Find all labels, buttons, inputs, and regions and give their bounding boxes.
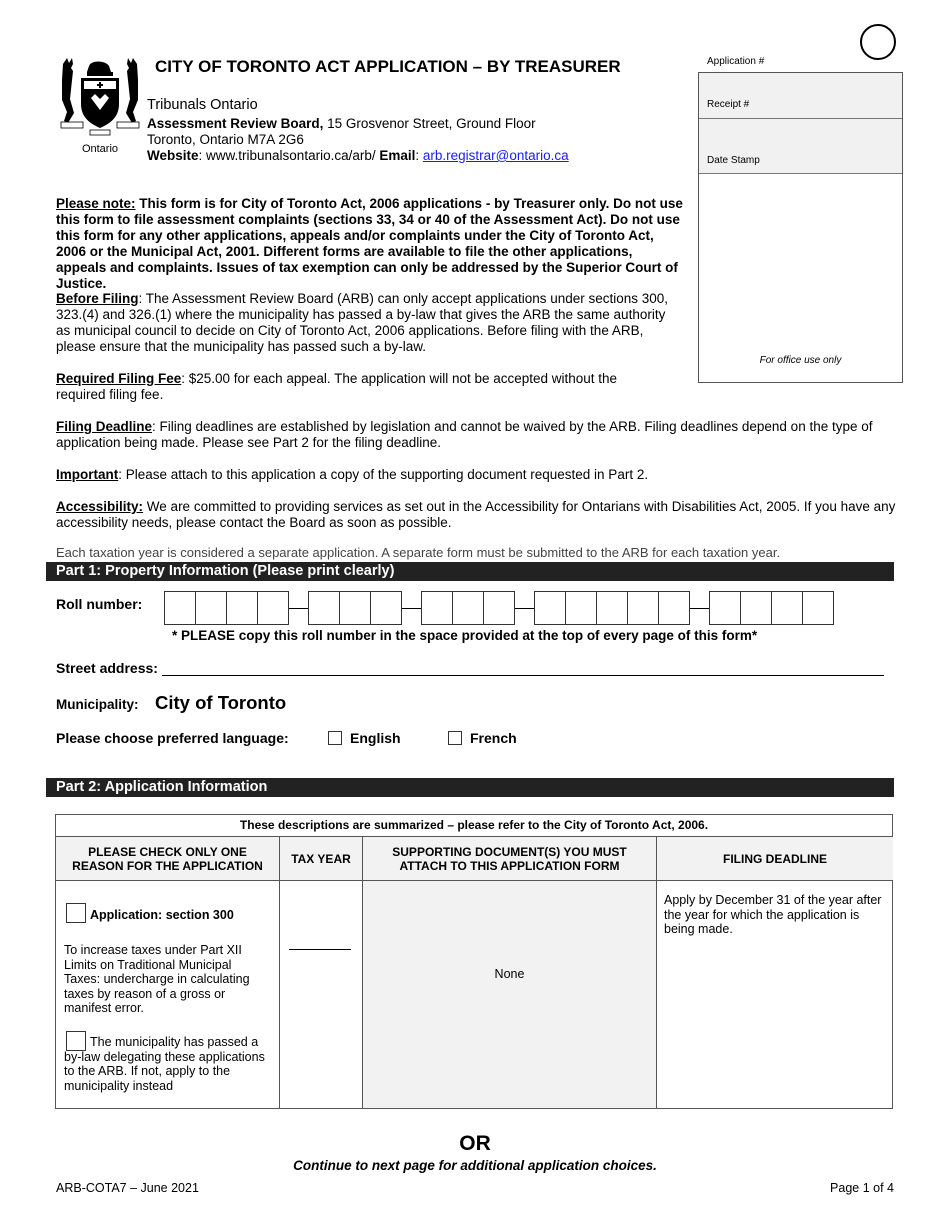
- table-caption: These descriptions are summarized – please refer to the City of Toronto Act, 2006.: [56, 815, 892, 837]
- filing-fee-lead: Required Filing Fee: [56, 371, 182, 386]
- date-stamp-field: [699, 119, 902, 174]
- application-table: [55, 814, 893, 1109]
- email-link[interactable]: arb.registrar@ontario.ca: [422, 148, 569, 163]
- roll-separator: [515, 608, 534, 609]
- city-line: Toronto, Ontario M7A 2G6: [147, 132, 304, 147]
- french-checkbox[interactable]: [448, 731, 462, 745]
- continue-note: Continue to next page for additional application choices.: [293, 1158, 657, 1173]
- roll-digit-box[interactable]: [421, 591, 452, 625]
- roll-digit-box[interactable]: [452, 591, 483, 625]
- roll-digit-box[interactable]: [709, 591, 740, 625]
- application-number-label: Application #: [707, 56, 765, 67]
- french-label: French: [470, 730, 517, 746]
- form-code: ARB-COTA7 – June 2021: [56, 1181, 199, 1195]
- section-300-checkbox[interactable]: [66, 903, 86, 923]
- bylaw-statement: The municipality has passed a by-law delegating these applications to the ARB. If not, apply to the municipality instead: [64, 1035, 265, 1093]
- roll-digit-box[interactable]: [370, 591, 401, 625]
- roll-digit-box[interactable]: [596, 591, 627, 625]
- receipt-field: [699, 73, 902, 119]
- column-header-documents: SUPPORTING DOCUMENT(S) YOU MUST ATTACH TO THIS APPLICATION FORM: [363, 837, 656, 881]
- roll-digit-box[interactable]: [627, 591, 658, 625]
- website-value: : www.tribunalsontario.ca/arb/: [198, 148, 380, 163]
- tax-year-input[interactable]: [289, 949, 351, 950]
- accessibility-lead: Accessibility:: [56, 499, 144, 514]
- column-divider: [279, 837, 280, 1108]
- roll-digit-box[interactable]: [308, 591, 339, 625]
- filing-fee-paragraph: [56, 371, 656, 403]
- language-label: Please choose preferred language:: [56, 730, 289, 746]
- section-300-label: Application: section 300: [90, 908, 234, 922]
- roll-group-4[interactable]: [534, 591, 690, 625]
- important-paragraph: [56, 467, 901, 483]
- before-filing-paragraph: [56, 291, 676, 355]
- ontario-coat-of-arms-logo: [57, 56, 143, 156]
- roll-digit-box[interactable]: [771, 591, 802, 625]
- before-filing-lead: Before Filing: [56, 291, 139, 306]
- email-separator: :: [415, 148, 423, 163]
- please-note-paragraph: [56, 196, 686, 292]
- circle-marker: [860, 24, 896, 60]
- documents-value: None: [494, 967, 525, 981]
- section-300-description: To increase taxes under Part XII Limits on Traditional Municipal Taxes: undercharge in calculating taxes by reason of a gross or manifest error.: [64, 943, 250, 1015]
- english-label: English: [350, 730, 401, 746]
- website-label: Website: [147, 148, 199, 163]
- municipality-label: Municipality:: [56, 697, 139, 712]
- roll-digit-box[interactable]: [226, 591, 257, 625]
- contact-line: [147, 148, 569, 163]
- roll-digit-box[interactable]: [339, 591, 370, 625]
- office-use-box: [698, 72, 903, 383]
- email-label: Email: [379, 148, 416, 163]
- important-text: : Please attach to this application a copy of the supporting document requested in Part 2.: [118, 467, 649, 482]
- accessibility-paragraph: [56, 499, 901, 531]
- column-header-deadline: FILING DEADLINE: [657, 837, 893, 881]
- roll-number-label: Roll number:: [56, 596, 143, 612]
- tax-year-note: Each taxation year is considered a separate application. A separate form must be submitted to the ARB for each taxation year.: [56, 545, 781, 560]
- form-title: CITY OF TORONTO ACT APPLICATION – BY TREASURER: [155, 57, 621, 76]
- board-address: 15 Grosvenor Street, Ground Floor: [323, 116, 536, 131]
- before-filing-text: : The Assessment Review Board (ARB) can only accept applications under sections 300, 323.(4) and 326.(1) where the municipality has passed a by-law that gives the ARB the same authority as municipal council to decide on City of Toronto Act, 2006 applications. Before filing with the ARB, please ensure that the municipality has passed such a by-law.: [56, 291, 669, 354]
- roll-digit-box[interactable]: [565, 591, 596, 625]
- street-address-input[interactable]: [162, 675, 884, 676]
- roll-group-5[interactable]: [709, 591, 834, 625]
- filing-deadline-lead: Filing Deadline: [56, 419, 153, 434]
- roll-digit-box[interactable]: [658, 591, 689, 625]
- page-number: Page 1 of 4: [830, 1181, 894, 1195]
- roll-digit-box[interactable]: [483, 591, 514, 625]
- language-option-english[interactable]: [328, 730, 401, 746]
- column-divider: [656, 837, 657, 1108]
- column-divider: [362, 837, 363, 1108]
- date-stamp-label: Date Stamp: [707, 155, 760, 166]
- street-address-label: Street address:: [56, 660, 158, 676]
- receipt-label: Receipt #: [707, 99, 750, 110]
- roll-number-note: * PLEASE copy this roll number in the space provided at the top of every page of this form*: [172, 628, 758, 643]
- board-name: Assessment Review Board,: [147, 116, 324, 131]
- roll-separator: [690, 608, 709, 609]
- english-checkbox[interactable]: [328, 731, 342, 745]
- roll-number-input[interactable]: [164, 591, 834, 625]
- roll-group-3[interactable]: [421, 591, 515, 625]
- column-header-reason: PLEASE CHECK ONLY ONE REASON FOR THE APPLICATION: [56, 837, 279, 881]
- or-separator: OR: [459, 1132, 491, 1155]
- roll-digit-box[interactable]: [740, 591, 771, 625]
- roll-separator: [402, 608, 421, 609]
- roll-group-1[interactable]: [164, 591, 289, 625]
- accessibility-text: We are committed to providing services as set out in the Accessibility for Ontarians with Disabilities Act, 2005. If you have any accessibility needs, please contact the Board as soon as possible.: [56, 499, 896, 530]
- roll-digit-box[interactable]: [534, 591, 565, 625]
- roll-group-2[interactable]: [308, 591, 402, 625]
- part1-section-header: Part 1: Property Information (Please print clearly): [46, 562, 894, 581]
- please-note-text: This form is for City of Toronto Act, 2006 applications - by Treasurer only. Do not use this form to file assessment complaints (sections 33, 34 or 40 of the Assessment Act). Do not use this form for any other applications, appeals and/or complaints under the City of Toronto Act, 2006 or the Municipal Act, 2001. Different forms are available to file the other applications, appeals and complaints. Issues of tax exemption can only be addressed by the Superior Court of Justice.: [56, 196, 683, 291]
- municipality-value: City of Toronto: [155, 692, 287, 713]
- office-use-note: For office use only: [759, 355, 842, 366]
- roll-digit-box[interactable]: [195, 591, 226, 625]
- filing-deadline-paragraph: [56, 419, 901, 451]
- roll-digit-box[interactable]: [257, 591, 288, 625]
- part2-section-header: Part 2: Application Information: [46, 778, 894, 797]
- agency-name: Tribunals Ontario: [147, 97, 258, 113]
- logo-wordmark: Ontario: [81, 143, 119, 155]
- column-header-tax-year: TAX YEAR: [280, 837, 362, 881]
- language-option-french[interactable]: [448, 730, 517, 746]
- roll-digit-box[interactable]: [802, 591, 833, 625]
- please-note-lead: Please note:: [56, 196, 136, 211]
- filing-deadline-text: : Filing deadlines are established by legislation and cannot be waived by the ARB. Filing deadlines depend on the type of application being made. Please see Part 2 for the filing deadline.: [56, 419, 873, 450]
- important-lead: Important: [56, 467, 119, 482]
- roll-separator: [289, 608, 308, 609]
- board-address-line: [147, 116, 536, 131]
- documents-cell: [363, 881, 656, 1108]
- filing-fee-text: : $25.00 for each appeal. The application will not be accepted without the required filing fee.: [56, 371, 618, 402]
- roll-digit-box[interactable]: [164, 591, 195, 625]
- filing-deadline-value: Apply by December 31 of the year after the year for which the application is being made.: [664, 893, 882, 936]
